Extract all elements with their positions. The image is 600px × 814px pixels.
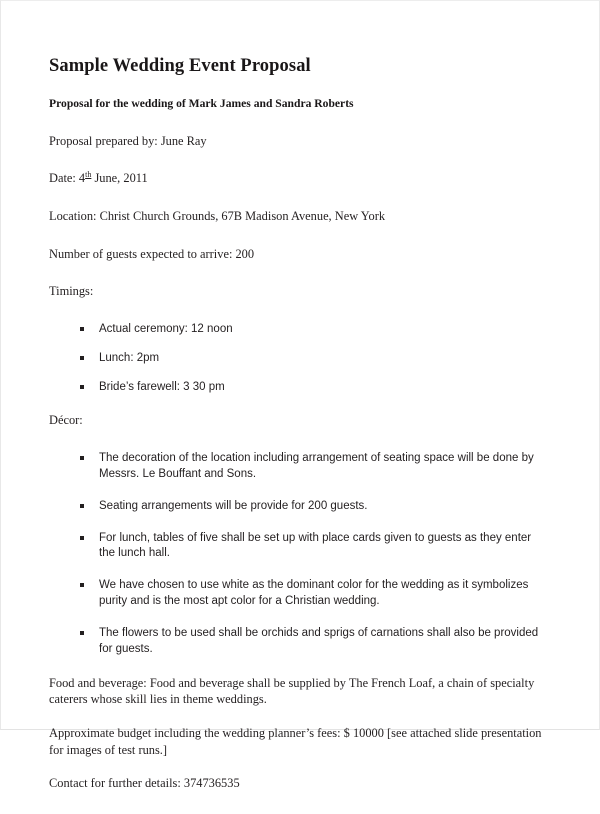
list-item	[49, 531, 543, 563]
list-item-text: For lunch, tables of five shall be set up with place cards given to guests as they enter the lunch hall.	[99, 531, 532, 560]
prepared-by-line: Proposal prepared by: June Ray	[49, 133, 207, 148]
location-line: Location: Christ Church Grounds, 67B Madison Avenue, New York	[49, 208, 386, 223]
timings-list	[49, 322, 543, 396]
square-bullet-icon	[80, 536, 84, 540]
square-bullet-icon	[80, 327, 84, 331]
square-bullet-icon	[80, 456, 84, 460]
list-item	[49, 380, 543, 396]
budget-paragraph: Approximate budget including the wedding planner’s fees: $ 10000 [see attached slide presentation for images of test runs.]	[49, 726, 542, 757]
list-item	[49, 578, 543, 610]
date-prefix: Date: 4	[49, 171, 86, 186]
list-item-text: Actual ceremony: 12 noon	[99, 322, 233, 335]
document-subtitle: Proposal for the wedding of Mark James and Sandra Roberts	[49, 97, 354, 111]
list-item-text: Seating arrangements will be provide for 200 guests.	[99, 499, 368, 512]
square-bullet-icon	[80, 356, 84, 360]
list-item-text: The decoration of the location including arrangement of seating space will be done by Messrs. Le Bouffant and Sons.	[99, 452, 534, 480]
page-title: Sample Wedding Event Proposal	[49, 56, 311, 76]
list-item	[49, 322, 543, 338]
guest-count-line: Number of guests expected to arrive: 200	[49, 246, 255, 261]
date-ordinal-suffix: th	[85, 170, 92, 180]
date-rest: June, 2011	[91, 171, 148, 186]
contact-line: Contact for further details: 374736535	[49, 776, 240, 791]
list-item	[49, 451, 543, 483]
list-item-text: The flowers to be used shall be orchids and sprigs of carnations shall also be provided for guests.	[99, 627, 539, 655]
square-bullet-icon	[80, 583, 84, 587]
list-item	[49, 626, 543, 658]
decor-list	[49, 451, 543, 658]
list-item	[49, 351, 543, 367]
date-line	[49, 171, 543, 187]
list-item-text: Bride’s farewell: 3 30 pm	[99, 380, 225, 393]
decor-heading: Décor:	[49, 413, 83, 428]
list-item-text: Lunch: 2pm	[99, 351, 160, 364]
timings-heading: Timings:	[49, 284, 94, 299]
list-item	[49, 499, 543, 515]
food-and-beverage-paragraph: Food and beverage: Food and beverage shall be supplied by The French Loaf, a chain of specialty caterers whose skill lies in theme weddings.	[49, 675, 535, 707]
square-bullet-icon	[80, 504, 84, 508]
list-item-text: We have chosen to use white as the dominant color for the wedding as it symbolizes purity and is the most apt color for a Christian wedding.	[99, 579, 529, 608]
document-body	[49, 55, 543, 814]
document-sheet	[10, 7, 588, 791]
square-bullet-icon	[80, 631, 84, 635]
square-bullet-icon	[80, 385, 84, 389]
